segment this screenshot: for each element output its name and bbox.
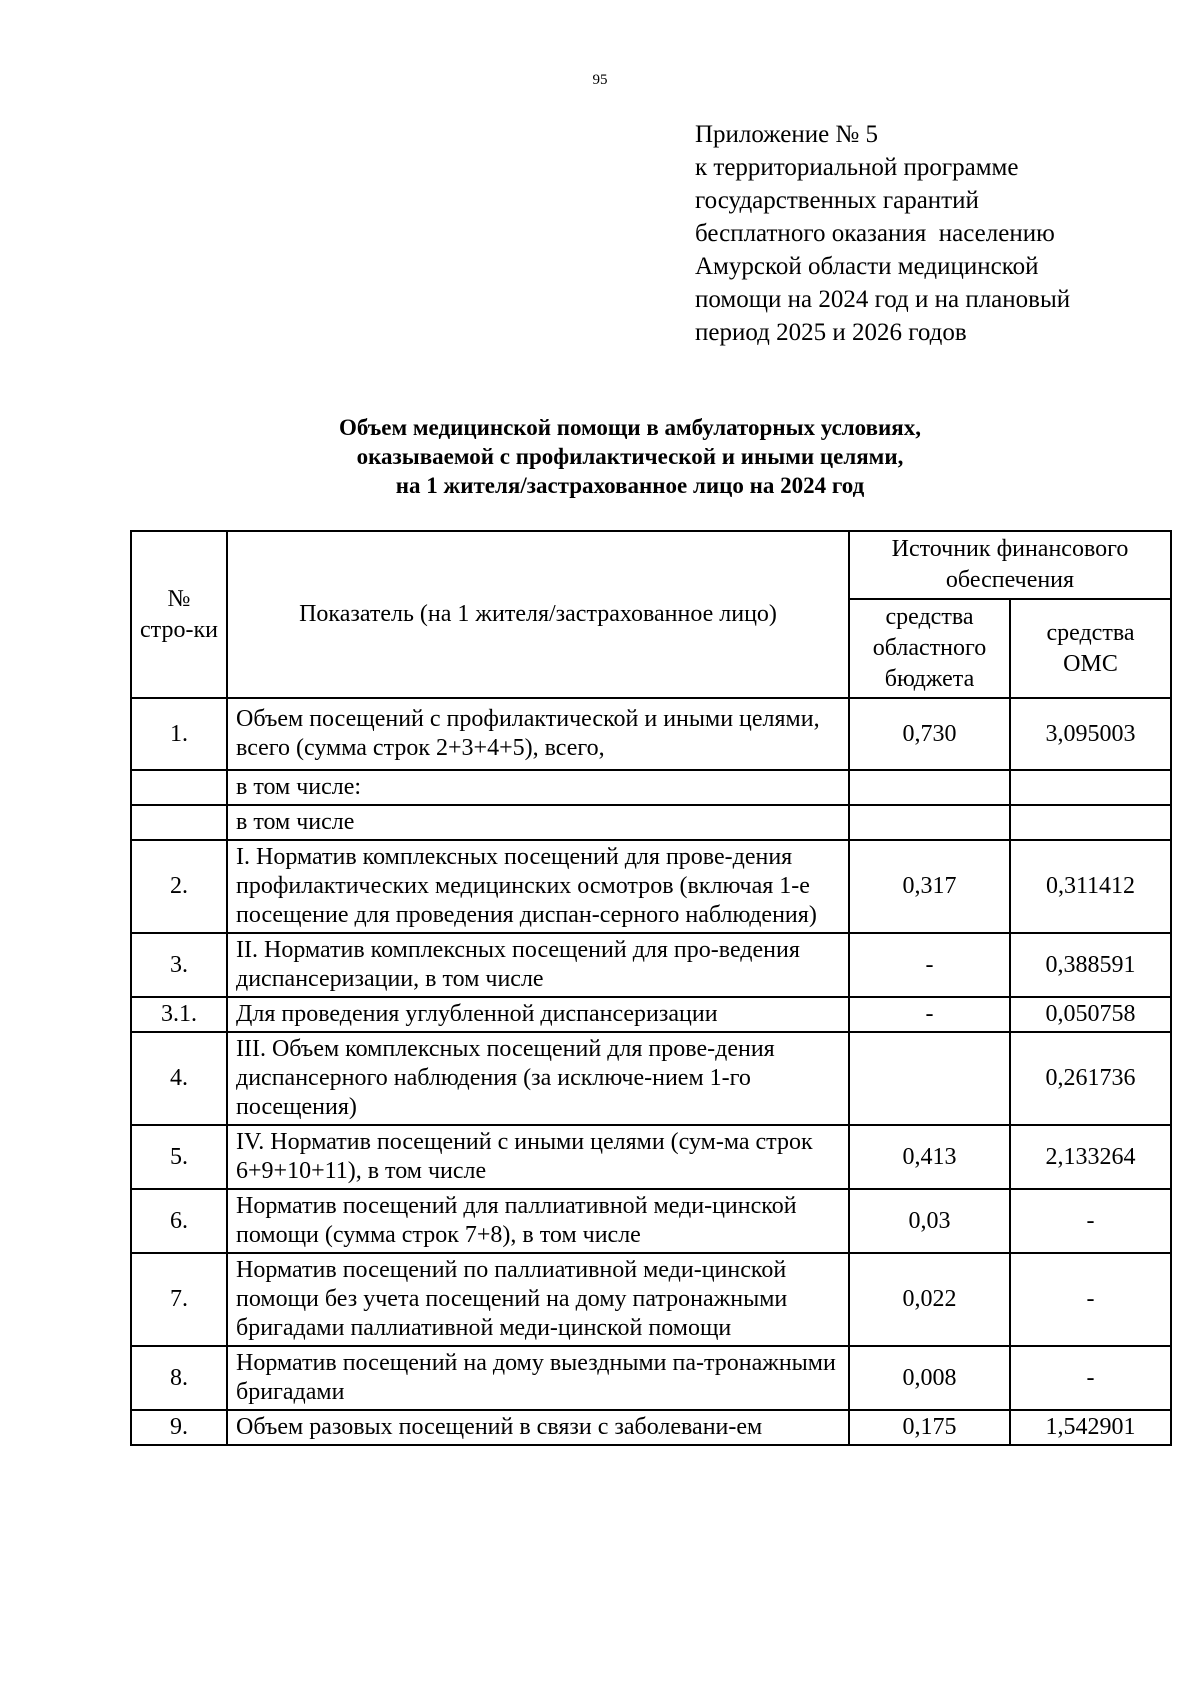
- appendix-line: помощи на 2024 год и на плановый: [695, 286, 1071, 313]
- row-budget-value: 0,413: [849, 1125, 1010, 1189]
- row-oms-value: [1010, 805, 1171, 840]
- row-budget-value: -: [849, 933, 1010, 997]
- appendix-header: [695, 118, 1165, 349]
- row-number: 7.: [131, 1253, 227, 1346]
- row-oms-value: 2,133264: [1010, 1125, 1171, 1189]
- row-indicator: Объем разовых посещений в связи с заболевани-ем: [227, 1410, 849, 1445]
- row-budget-value: 0,03: [849, 1189, 1010, 1253]
- row-oms-value: 1,542901: [1010, 1410, 1171, 1445]
- row-indicator: Объем посещений с профилактической и иными целями, всего (сумма строк 2+3+4+5), всего,: [227, 698, 849, 770]
- row-indicator: II. Норматив комплексных посещений для про-ведения диспансеризации, в том числе: [227, 933, 849, 997]
- table-row: [131, 840, 1171, 933]
- row-oms-value: 0,311412: [1010, 840, 1171, 933]
- row-indicator: I. Норматив комплексных посещений для прове-дения профилактических медицинских осмотров (включая 1-е посещение для проведения диспан-серного наблюдения): [227, 840, 849, 933]
- row-number: 5.: [131, 1125, 227, 1189]
- table-row: [131, 1125, 1171, 1189]
- header-row-number: № стро-ки: [131, 531, 227, 698]
- title-line: Объем медицинской помощи в амбулаторных условиях,: [339, 415, 921, 440]
- page-number: 95: [592, 72, 608, 88]
- row-number: 8.: [131, 1346, 227, 1410]
- row-indicator: IV. Норматив посещений с иными целями (сум-ма строк 6+9+10+11), в том числе: [227, 1125, 849, 1189]
- header-regional-budget: средства областного бюджета: [849, 599, 1010, 698]
- row-number: 2.: [131, 840, 227, 933]
- row-oms-value: -: [1010, 1346, 1171, 1410]
- table-row: [131, 770, 1171, 805]
- row-budget-value: [849, 1032, 1010, 1125]
- appendix-line: государственных гарантий: [695, 187, 979, 214]
- row-budget-value: 0,317: [849, 840, 1010, 933]
- row-number: 4.: [131, 1032, 227, 1125]
- row-number: 1.: [131, 698, 227, 770]
- row-number: [131, 805, 227, 840]
- row-indicator: Норматив посещений по паллиативной меди-цинской помощи без учета посещений на дому патронажными бригадами паллиативной меди-цинской помощи: [227, 1253, 849, 1346]
- row-indicator: в том числе: [227, 805, 849, 840]
- header-indicator: Показатель (на 1 жителя/застрахованное лицо): [227, 531, 849, 698]
- header-financing-source: Источник финансового обеспечения: [849, 531, 1171, 599]
- row-oms-value: [1010, 770, 1171, 805]
- row-number: 3.1.: [131, 997, 227, 1032]
- row-indicator: Норматив посещений на дому выездными па-тронажными бригадами: [227, 1346, 849, 1410]
- volume-table: [130, 530, 1172, 1446]
- row-budget-value: 0,022: [849, 1253, 1010, 1346]
- title-line: на 1 жителя/застрахованное лицо на 2024 год: [395, 473, 865, 498]
- row-number: 6.: [131, 1189, 227, 1253]
- row-indicator: Для проведения углубленной диспансеризации: [227, 997, 849, 1032]
- row-indicator: в том числе:: [227, 770, 849, 805]
- row-indicator: III. Объем комплексных посещений для прове-дения диспансерного наблюдения (за исключе-нием 1-го посещения): [227, 1032, 849, 1125]
- table-row: [131, 1253, 1171, 1346]
- title-line: оказываемой с профилактической и иными целями,: [356, 444, 904, 469]
- table-row: [131, 1346, 1171, 1410]
- row-budget-value: [849, 770, 1010, 805]
- row-oms-value: 0,261736: [1010, 1032, 1171, 1125]
- table-row: [131, 1032, 1171, 1125]
- appendix-line: Амурской области медицинской: [695, 253, 1039, 280]
- table-row: [131, 805, 1171, 840]
- table-row: [131, 997, 1171, 1032]
- appendix-line: к территориальной программе: [695, 154, 1019, 181]
- row-oms-value: -: [1010, 1253, 1171, 1346]
- document-title: [240, 413, 1020, 500]
- row-budget-value: -: [849, 997, 1010, 1032]
- table-row: [131, 1189, 1171, 1253]
- row-number: 3.: [131, 933, 227, 997]
- row-oms-value: -: [1010, 1189, 1171, 1253]
- row-budget-value: 0,730: [849, 698, 1010, 770]
- row-oms-value: 0,388591: [1010, 933, 1171, 997]
- row-indicator: Норматив посещений для паллиативной меди-цинской помощи (сумма строк 7+8), в том числе: [227, 1189, 849, 1253]
- appendix-line: период 2025 и 2026 годов: [695, 319, 967, 346]
- row-budget-value: 0,175: [849, 1410, 1010, 1445]
- table-row: [131, 698, 1171, 770]
- table-row: [131, 933, 1171, 997]
- header-oms: средства ОМС: [1010, 599, 1171, 698]
- row-number: [131, 770, 227, 805]
- row-budget-value: [849, 805, 1010, 840]
- table-row: [131, 1410, 1171, 1445]
- appendix-line: бесплатного оказания населению: [695, 220, 1055, 247]
- row-oms-value: 3,095003: [1010, 698, 1171, 770]
- appendix-line: Приложение № 5: [695, 121, 879, 148]
- row-oms-value: 0,050758: [1010, 997, 1171, 1032]
- row-number: 9.: [131, 1410, 227, 1445]
- row-budget-value: 0,008: [849, 1346, 1010, 1410]
